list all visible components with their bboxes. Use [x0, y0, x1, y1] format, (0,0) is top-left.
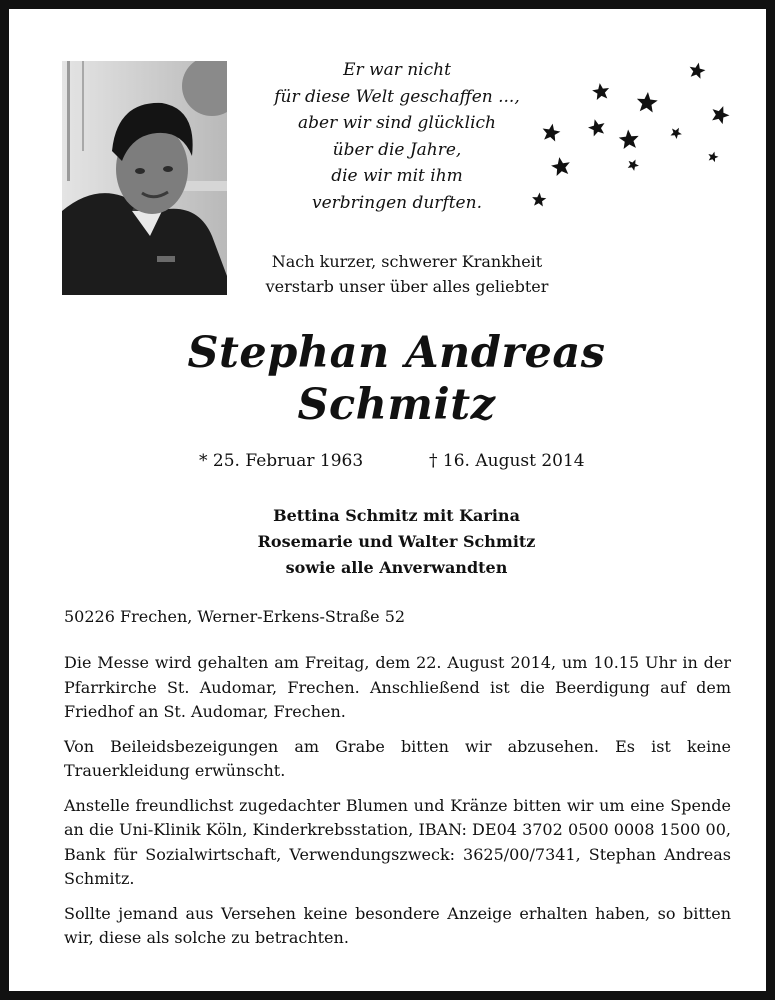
star-icon: [618, 129, 640, 150]
intro-line: Nach kurzer, schwerer Krankheit: [271, 252, 543, 271]
star-icon: [636, 91, 659, 113]
stars-decoration: [524, 54, 744, 214]
mourners-list: [159, 503, 634, 581]
star-icon: [586, 117, 607, 137]
star-icon: [626, 157, 641, 172]
star-icon: [550, 156, 572, 177]
name-line-1: Stephan Andreas: [187, 328, 606, 378]
poem-line: die wir mit ihm: [331, 166, 463, 186]
star-icon: [688, 61, 707, 79]
family-address: 50226 Frechen, Werner-Erkens-Straße 52: [64, 607, 406, 626]
poem-line: für diese Welt geschaffen ...,: [274, 86, 520, 107]
donation-paragraph: Anstelle freundlichst zugedachter Blumen und Kränze bitten wir um eine Spende an die Uni-Klinik Köln, Kinderkrebsstation, IBAN: DE04 3702 0500 0008 1500 00, Bank für Sozialwirtschaft, Verwendungszweck: 3625/00/7341, Stephan Andreas Schmitz.: [64, 795, 731, 888]
notice-body: [64, 651, 731, 961]
poem-line: Er war nicht: [343, 60, 451, 80]
mourner-line: sowie alle Anverwandten: [285, 558, 508, 577]
star-icon: [531, 192, 546, 207]
mourner-line: Rosemarie und Walter Schmitz: [257, 532, 536, 551]
deceased-name: [69, 327, 724, 431]
poem-line: aber wir sind glücklich: [298, 113, 496, 133]
star-icon: [709, 103, 732, 125]
closing-paragraph: Sollte jemand aus Versehen keine besondere Anzeige erhalten haben, so bitten wir, diese als solche zu betrachten.: [64, 903, 731, 947]
star-icon: [669, 125, 684, 140]
poem: [247, 57, 547, 216]
star-icon: [707, 150, 720, 162]
funeral-mass-paragraph: Die Messe wird gehalten am Freitag, dem 22. August 2014, um 10.15 Uhr in der Pfarrkirche St. Audomar, Frechen. Anschließend ist die Beerdigung auf dem Friedhof an St. Audomar, Frechen.: [64, 653, 731, 721]
name-line-2: Schmitz: [297, 380, 496, 430]
portrait-image: [62, 61, 227, 295]
poem-line: über die Jahre,: [332, 139, 462, 160]
birth-date: * 25. Februar 1963: [199, 451, 364, 471]
star-icon: [591, 82, 610, 101]
portrait-photo: [62, 61, 227, 295]
star-icon: [541, 122, 562, 142]
poem-line: verbringen durften.: [312, 192, 482, 213]
death-date: † 16. August 2014: [429, 451, 585, 471]
mourner-line: Bettina Schmitz mit Karina: [273, 506, 520, 525]
intro-text: [235, 249, 579, 299]
condolence-paragraph: Von Beileidsbezeigungen am Grabe bitten wir abzusehen. Es ist keine Trauerkleidung erwünscht.: [64, 736, 731, 780]
intro-line: verstarb unser über alles geliebter: [265, 277, 549, 296]
